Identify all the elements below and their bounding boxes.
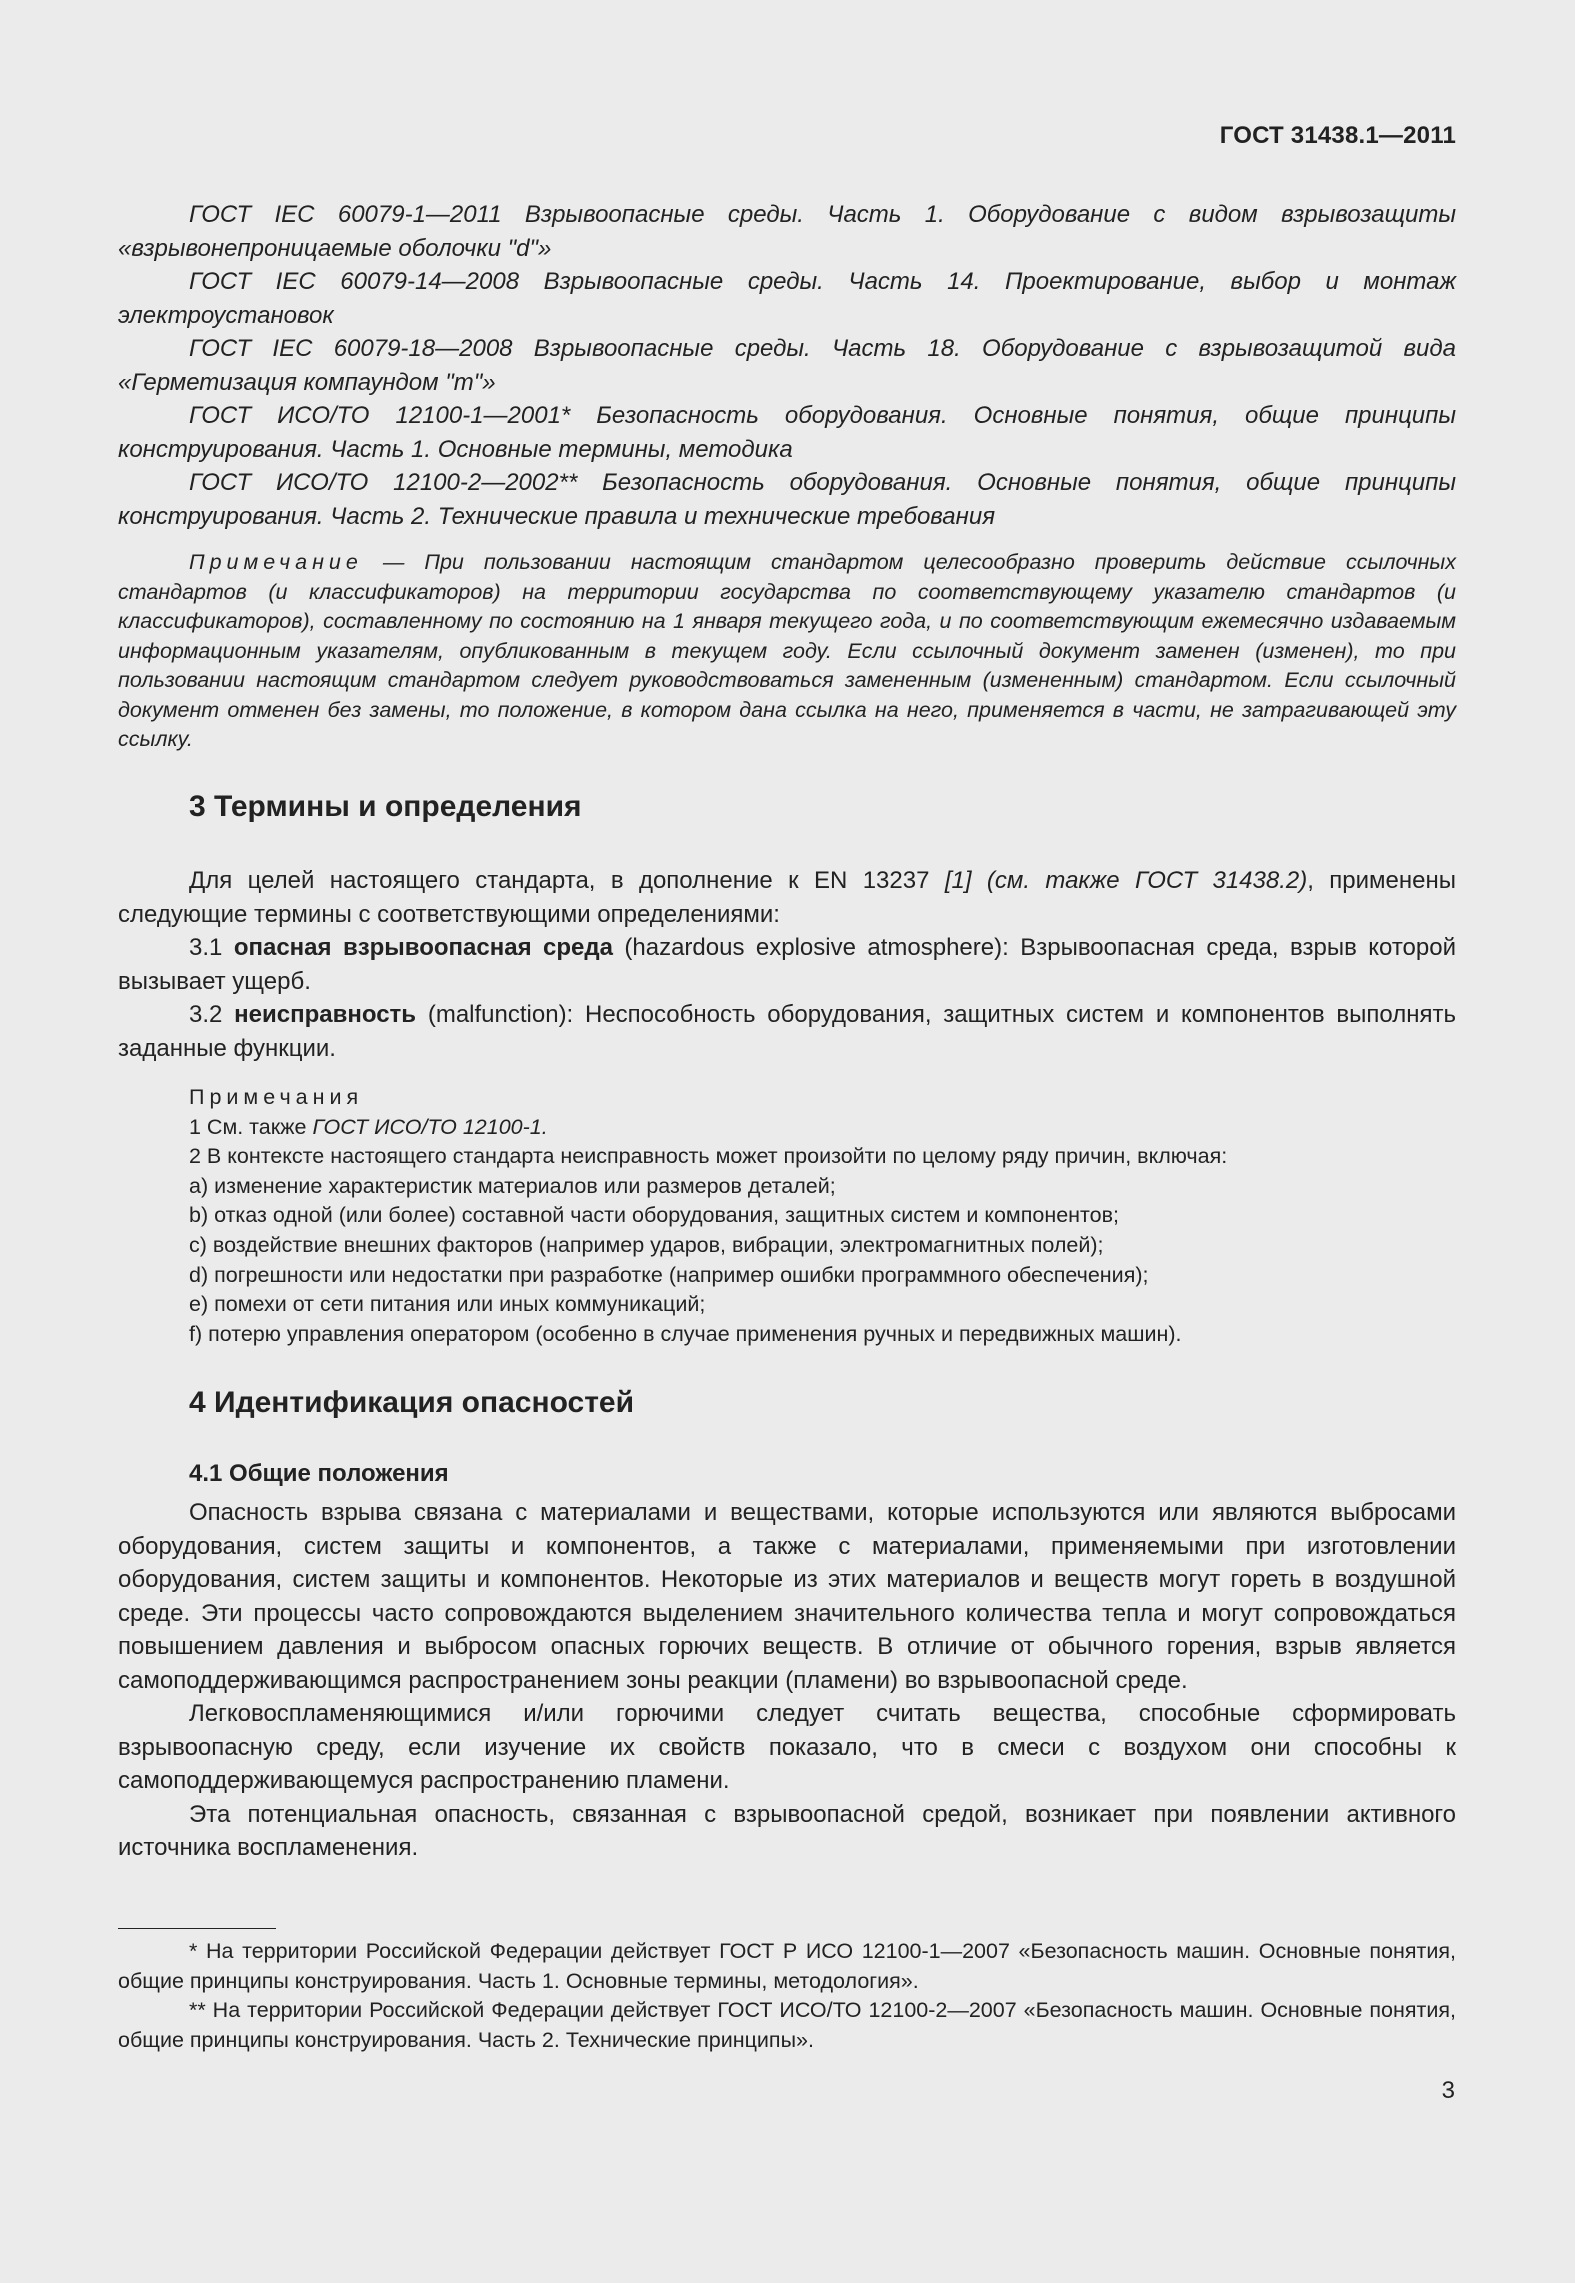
term-3-1: [118, 931, 1456, 998]
footnote: * На территории Российской Федерации действует ГОСТ Р ИСО 12100-1—2007 «Безопасность машин. Основные понятия, общие принципы конструирования. Часть 1. Основные термины, методология».: [118, 1939, 1456, 1993]
list-item: e) помехи от сети питания или иных коммуникаций;: [189, 1292, 706, 1317]
footnotes: [118, 1937, 1456, 2055]
list-item: c) воздействие внешних факторов (например ударов, вибрации, электромагнитных полей);: [189, 1232, 1104, 1257]
page-number: 3: [1441, 2077, 1455, 2104]
note-prefix: 1 См. также: [189, 1114, 307, 1139]
references-note: [118, 548, 1456, 755]
section-3-intro: [118, 864, 1456, 931]
list-item: a) изменение характеристик материалов или размеров деталей;: [189, 1173, 836, 1198]
footnote-divider: [118, 1928, 276, 1929]
intro-text-end: , применены следующие термины с соответствующими определениями:: [118, 867, 1456, 928]
note-item: [118, 1113, 1456, 1143]
term-3-2: [118, 998, 1456, 1065]
section-4-heading: 4 Идентификация опасностей: [189, 1386, 635, 1419]
section-3-heading: 3 Термины и определения: [189, 790, 582, 823]
section-3-body: [118, 864, 1456, 1065]
term-name: опасная взрывоопасная среда: [233, 934, 613, 961]
normative-references: [118, 198, 1456, 533]
subsection-4-1-heading: 4.1 Общие положения: [189, 1460, 449, 1487]
section-4-body: [118, 1496, 1456, 1865]
section-3-notes: [118, 1083, 1456, 1349]
list-item: f) потерю управления оператором (особенно в случае применения ручных и передвижных машин).: [189, 1321, 1182, 1346]
term-name: неисправность: [234, 1001, 417, 1028]
term-number: 3.2: [189, 1001, 223, 1028]
term-definition: (hazardous explosive atmosphere): Взрывоопасная среда, взрыв которой вызывает ущерб.: [118, 934, 1457, 995]
term-definition: (malfunction): Неспособность оборудования, защитных систем и компонентов выполнять заданные функции.: [118, 1001, 1456, 1062]
note-reference: ГОСТ ИСО/ТО 12100-1.: [312, 1114, 548, 1139]
list-item: d) погрешности или недостатки при разработке (например ошибки программного обеспечения);: [189, 1262, 1149, 1287]
note-text: — При пользовании настоящим стандартом целесообразно проверить действие ссылочных стандартов (и классификаторов) на территории государства по соответствующему указателю стандартов (и классификаторов), составленному по состоянию на 1 января текущего года, и по соответствующим ежемесячно издаваемым информационным указателям, опубликованным в текущем году. Если ссылочный документ заменен (изменен), то при пользовании настоящим стандартом следует руководствоваться замененным (измененным) стандартом. Если ссылочный документ отменен без замены, то положение, в котором дана ссылка на него, применяется в части, не затрагивающей эту ссылку.: [118, 550, 1456, 751]
notes-label: Примечания: [189, 1085, 364, 1109]
term-number: 3.1: [189, 934, 223, 961]
list-item: b) отказ одной (или более) составной части оборудования, защитных систем и компонентов;: [189, 1203, 1119, 1228]
reference-item: ГОСТ ИСО/ТО 12100-2—2002** Безопасность оборудования. Основные понятия, общие принципы конструирования. Часть 2. Технические правила и технические требования: [118, 469, 1456, 530]
intro-reference: [1] (см. также ГОСТ 31438.2): [944, 867, 1308, 894]
note-label: Примечание: [189, 550, 363, 574]
intro-text: Для целей настоящего стандарта, в дополнение к EN 13237: [189, 867, 930, 894]
reference-item: ГОСТ IEC 60079-14—2008 Взрывоопасные среды. Часть 14. Проектирование, выбор и монтаж электроустановок: [118, 268, 1456, 329]
footnote: ** На территории Российской Федерации действует ГОСТ ИСО/ТО 12100-2—2007 «Безопасность машин. Основные понятия, общие принципы конструирования. Часть 2. Технические принципы».: [118, 1998, 1456, 2052]
reference-item: ГОСТ IEC 60079-18—2008 Взрывоопасные среды. Часть 18. Оборудование с взрывозащитой вида «Герметизация компаундом "m"»: [118, 335, 1456, 396]
page-header-standard-id: ГОСТ 31438.1—2011: [1219, 122, 1456, 149]
note-item: 2 В контексте настоящего стандарта неисправность может произойти по целому ряду причин, включая:: [189, 1144, 1228, 1169]
paragraph: Опасность взрыва связана с материалами и веществами, которые используются или являются выбросами оборудования, систем защиты и компонентов, а также с материалами, применяемыми при изготовлении оборудования, систем защиты и компонентов. Некоторые из этих материалов и веществ могут гореть в воздушной среде. Эти процессы часто сопровождаются выделением значительного количества тепла и могут сопровождаться повышением давления и выбросом опасных горючих веществ. В отличие от обычного горения, взрыв является самоподдерживающимся распространением зоны реакции (пламени) во взрывоопасной среде.: [118, 1499, 1456, 1694]
reference-item: ГОСТ ИСО/ТО 12100-1—2001* Безопасность оборудования. Основные понятия, общие принципы конструирования. Часть 1. Основные термины, методика: [118, 402, 1456, 463]
paragraph: Легковоспламеняющимися и/или горючими следует считать вещества, способные сформировать взрывоопасную среду, если изучение их свойств показало, что в смеси с воздухом они способны к самоподдерживающемуся распространению пламени.: [118, 1700, 1456, 1794]
paragraph: Эта потенциальная опасность, связанная с взрывоопасной средой, возникает при появлении активного источника воспламенения.: [118, 1800, 1456, 1861]
reference-item: ГОСТ IEC 60079-1—2011 Взрывоопасные среды. Часть 1. Оборудование с видом взрывозащиты «взрывонепроницаемые оболочки "d"»: [118, 201, 1456, 262]
